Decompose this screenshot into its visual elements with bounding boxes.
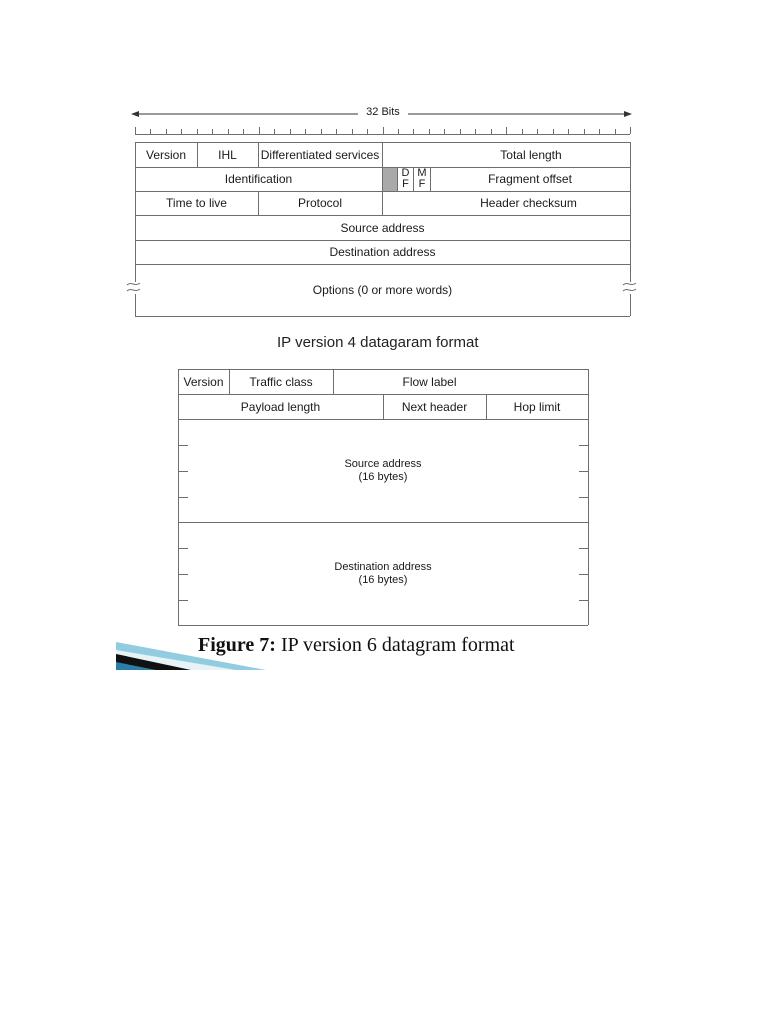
- field-next-header: Next header: [401, 399, 468, 414]
- word-marker: [579, 600, 588, 601]
- arrow-left-icon: [131, 111, 139, 117]
- field-flow-label: Flow label: [402, 374, 457, 389]
- bit-ruler: [135, 134, 630, 135]
- field-total-length: Total length: [500, 147, 562, 162]
- word-marker: [579, 445, 588, 446]
- field-header-checksum: Header checksum: [480, 196, 577, 210]
- ruler-tick: [197, 129, 198, 134]
- arrow-right-icon: [624, 111, 632, 117]
- figure-number: Figure 7:: [198, 634, 276, 656]
- ruler-tick: [352, 129, 353, 134]
- ruler-tick: [274, 129, 275, 134]
- ruler-tick: [491, 129, 492, 134]
- word-marker: [179, 445, 188, 446]
- field-differentiated-services: Differentiated services: [260, 147, 380, 162]
- ipv4-border-bottom: [135, 316, 630, 317]
- ruler-tick: [290, 129, 291, 134]
- ruler-tick: [181, 129, 182, 134]
- ruler-tick: [367, 129, 368, 134]
- ruler-tick: [212, 129, 213, 134]
- source-address-size: (16 bytes): [358, 471, 408, 483]
- ruler-tick: [383, 127, 384, 134]
- ipv6-border-bottom: [178, 625, 588, 626]
- ruler-tick: [615, 129, 616, 134]
- slide-corner-decoration: [116, 640, 266, 670]
- word-marker: [179, 548, 188, 549]
- word-marker: [179, 600, 188, 601]
- ruler-tick: [460, 129, 461, 134]
- field-hop-limit: Hop limit: [513, 399, 561, 414]
- flag-df: D F: [401, 167, 410, 190]
- ruler-tick: [568, 129, 569, 134]
- word-marker: [579, 497, 588, 498]
- field-time-to-live: Time to live: [166, 196, 227, 210]
- word-marker: [579, 548, 588, 549]
- ruler-tick: [166, 129, 167, 134]
- flag-mf: M F: [417, 167, 427, 190]
- ruler-tick: [475, 129, 476, 134]
- field-version: Version: [183, 374, 224, 389]
- ruler-tick: [259, 127, 260, 134]
- field-options: Options (0 or more words): [312, 283, 453, 297]
- ruler-tick: [584, 129, 585, 134]
- reserved-bit: [383, 168, 397, 191]
- ruler-tick: [444, 129, 445, 134]
- ruler-tick: [537, 129, 538, 134]
- field-fragment-offset: Fragment offset: [488, 172, 572, 186]
- source-address-label: Source address: [344, 458, 422, 470]
- ruler-tick: [243, 129, 244, 134]
- ruler-tick: [228, 129, 229, 134]
- field-version: Version: [145, 147, 187, 162]
- field-destination-address: [178, 523, 588, 625]
- ruler-tick: [506, 127, 507, 134]
- word-marker: [179, 471, 188, 472]
- word-marker: [579, 574, 588, 575]
- ruler-tick: [429, 129, 430, 134]
- ruler-tick: [398, 129, 399, 134]
- destination-address-size: (16 bytes): [358, 574, 408, 586]
- ruler-tick: [630, 127, 631, 134]
- word-marker: [179, 574, 188, 575]
- field-source-address: [178, 420, 588, 522]
- ruler-tick: [135, 127, 136, 134]
- ruler-tick: [150, 129, 151, 134]
- word-marker: [579, 471, 588, 472]
- field-source-address: Source address: [340, 220, 425, 235]
- ruler-tick: [321, 129, 322, 134]
- ruler-tick: [553, 129, 554, 134]
- ruler-tick: [336, 129, 337, 134]
- destination-address-label: Destination address: [334, 561, 432, 573]
- field-destination-address: Destination address: [329, 245, 436, 259]
- field-identification: Identification: [224, 172, 293, 186]
- ruler-tick: [305, 129, 306, 134]
- field-ihl: IHL: [218, 147, 237, 162]
- ruler-tick: [522, 129, 523, 134]
- figure-title: IP version 6 datagram format: [280, 634, 515, 656]
- word-marker: [179, 497, 188, 498]
- field-protocol: Protocol: [297, 196, 343, 210]
- bits-label: 32 Bits: [358, 106, 408, 118]
- ruler-tick: [599, 129, 600, 134]
- field-payload-length: Payload length: [240, 399, 321, 414]
- field-traffic-class: Traffic class: [249, 374, 313, 389]
- ruler-tick: [413, 129, 414, 134]
- ipv4-caption: IP version 4 datagaram format: [277, 334, 479, 351]
